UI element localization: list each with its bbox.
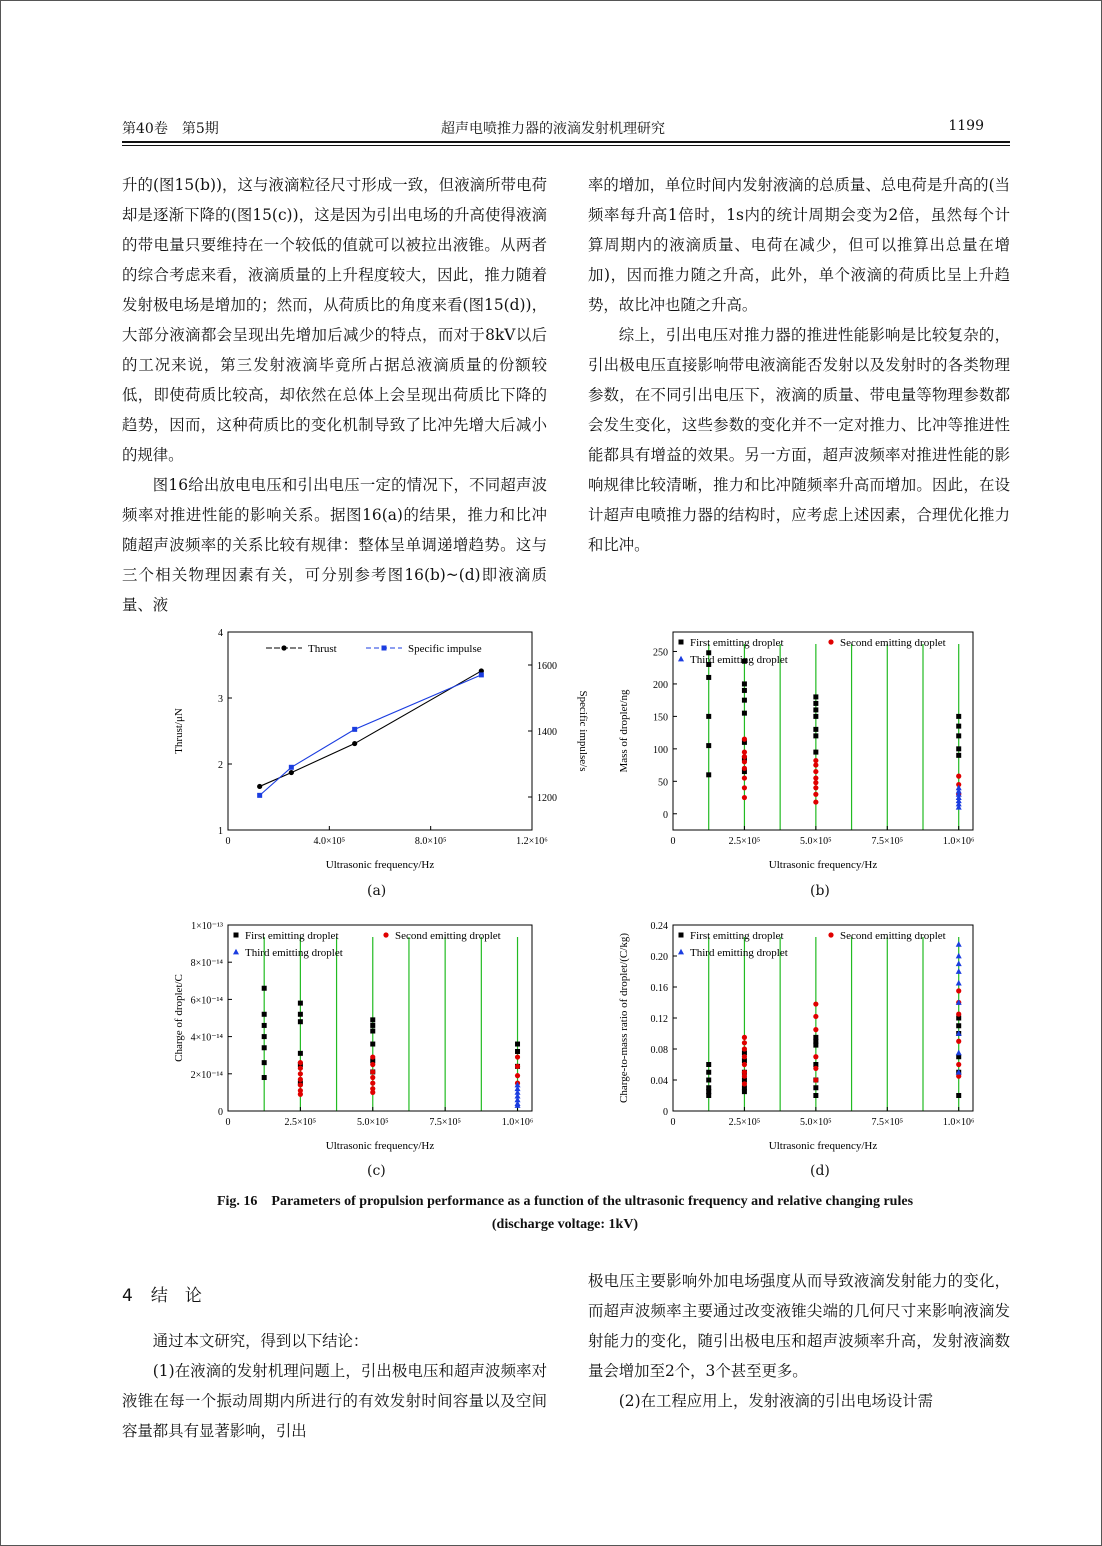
y-tick-label: 0.16 xyxy=(650,983,668,994)
y-tick-label: 0 xyxy=(663,1107,668,1118)
data-point xyxy=(813,733,818,738)
data-point xyxy=(813,714,818,719)
x-tick-label: 0 xyxy=(670,836,676,847)
data-point xyxy=(706,1070,711,1075)
data-point xyxy=(742,785,747,790)
data-point xyxy=(706,743,711,748)
data-point xyxy=(370,1029,375,1034)
paragraph: 综上，引出电压对推力器的推进性能影响是比较复杂的，引出极电压直接影响带电液滴能否发射以及发射时的各类物理参数，在不同引出电压下，液滴的质量、带电量等物理参数都会发生变化，这些参数的变化并不一定对推力、比冲等推进性能都具有增益的效果。另一方面，超声波频率对推进性能的影响规律比较清晰，推力和比冲随频率升高而增加。因此，在设计超声电喷推力器的结构时，应考虑上述因素，合理优化推力和比冲。 xyxy=(588,326,1010,554)
y-tick-label: 2 xyxy=(218,760,223,771)
data-point xyxy=(298,1066,303,1071)
data-point xyxy=(813,799,818,804)
data-point xyxy=(370,1069,375,1074)
legend-marker xyxy=(234,933,239,938)
y-tick-label: 4 xyxy=(218,628,223,639)
paragraph: 通过本文研究，得到以下结论： xyxy=(152,1332,369,1350)
figure-caption xyxy=(150,1190,980,1236)
panel-label-c: (c) xyxy=(367,1163,386,1179)
data-point xyxy=(370,1054,375,1059)
droplet-charge-chart xyxy=(150,915,570,1160)
data-point xyxy=(298,1012,303,1017)
data-point xyxy=(742,737,747,742)
x-tick-label: 2.5×10⁵ xyxy=(284,1117,317,1128)
data-point xyxy=(298,1060,303,1065)
paragraph: 极电压主要影响外加电场强度从而导致液滴发射能力的变化，而超声波频率主要通过改变液锥尖端的几何尺寸来影响液滴发射能力的变化，随引出极电压和超声波频率升高，发射液滴数量会增加至2个，3个甚至更多。 xyxy=(588,1272,1010,1380)
data-point xyxy=(813,701,818,706)
data-point xyxy=(370,1017,375,1022)
legend-marker xyxy=(233,949,239,955)
legend-marker xyxy=(382,646,387,651)
data-point xyxy=(742,1081,747,1086)
paragraph: 率的增加，单位时间内发射液滴的总质量、总电荷是升高的(当频率每升高1倍时，1s内的统计周期会变为2倍，虽然每个计算周期内的液滴质量、电荷在减少，但可以推算出总量在增加)，因而推力随之升高，此外，单个液滴的荷质比呈上升趋势，故比冲也随之升高。 xyxy=(588,176,1010,314)
legend-label: Second emitting droplet xyxy=(840,637,946,649)
legend xyxy=(266,643,482,655)
data-point xyxy=(257,793,262,798)
series-line xyxy=(260,675,482,795)
data-point xyxy=(956,746,961,751)
y-tick-label: 0.08 xyxy=(650,1045,668,1056)
data-point xyxy=(742,1089,747,1094)
data-point xyxy=(742,711,747,716)
legend xyxy=(233,930,501,959)
data-point xyxy=(515,1054,520,1059)
y-tick-label: 50 xyxy=(658,777,668,789)
x-tick-label: 0 xyxy=(225,1117,231,1128)
x-tick-label: 5.0×10⁵ xyxy=(800,836,832,847)
y-tick-label: 0.12 xyxy=(650,1014,668,1025)
data-point xyxy=(813,750,818,755)
data-point xyxy=(813,1054,818,1059)
data-point xyxy=(370,1062,375,1067)
legend-label: Second emitting droplet xyxy=(395,930,501,942)
y-tick-label: 250 xyxy=(653,647,668,659)
x-axis-label: Ultrasonic frequency/Hz xyxy=(768,1140,878,1152)
data-point xyxy=(742,759,747,764)
data-point xyxy=(813,1014,818,1019)
figure-panel-c xyxy=(150,915,570,1160)
data-point xyxy=(257,784,262,789)
y-axis-label: Thrust/μN xyxy=(173,708,185,754)
panel-label-d: (d) xyxy=(810,1163,830,1179)
data-point xyxy=(956,941,962,947)
header-rule-thick xyxy=(122,141,1010,143)
page-number: 1199 xyxy=(948,118,984,134)
paragraph: (1)在液滴的发射机理问题上，引出极电压和超声波频率对液锥在每一个振动周期内所进行的有效发射时间容量以及空间容量都具有显著影响，引出 xyxy=(122,1362,547,1440)
x-tick-label: 1.0×10⁶ xyxy=(501,1117,534,1128)
y2-tick-label: 1600 xyxy=(537,661,557,672)
data-point xyxy=(298,1001,303,1006)
data-point xyxy=(813,1093,818,1098)
x-tick-label: 1.0×10⁶ xyxy=(942,1117,975,1128)
data-point xyxy=(813,694,818,699)
droplet-mass-chart xyxy=(588,622,1008,880)
data-point xyxy=(813,762,818,767)
data-point xyxy=(370,1023,375,1028)
left-column-top xyxy=(122,170,547,614)
legend-label: Third emitting droplet xyxy=(245,947,343,959)
x-axis-label: Ultrasonic frequency/Hz xyxy=(325,1140,435,1152)
x-tick-label: 2.5×10⁵ xyxy=(728,1117,761,1128)
paragraph: (2)在工程应用上，发射液滴的引出电场设计需 xyxy=(618,1392,934,1410)
data-point xyxy=(742,766,747,771)
x-tick-label: 2.5×10⁵ xyxy=(728,836,761,847)
data-point xyxy=(956,1039,961,1044)
journal-volume-issue: 第40卷 第5期 xyxy=(122,121,219,137)
legend-marker xyxy=(828,932,833,937)
data-point xyxy=(742,688,747,693)
left-column-bottom xyxy=(122,1326,547,1446)
y-tick-label: 1×10⁻¹³ xyxy=(191,921,223,932)
data-point xyxy=(706,1062,711,1067)
data-point xyxy=(742,749,747,754)
y-tick-label: 8×10⁻¹⁴ xyxy=(190,958,223,970)
data-point xyxy=(289,770,294,775)
data-point xyxy=(352,727,357,732)
data-point xyxy=(742,1040,747,1045)
data-point xyxy=(956,733,961,738)
y2-axis-label: Specific impulse/s xyxy=(577,690,589,772)
data-point xyxy=(298,1077,303,1082)
legend-label: Thrust xyxy=(308,643,337,655)
y-axis-label: Mass of droplet/ng xyxy=(618,689,630,773)
y-tick-label: 4×10⁻¹⁴ xyxy=(190,1032,223,1044)
legend-label: First emitting droplet xyxy=(690,637,784,649)
legend xyxy=(678,930,946,959)
x-tick-label: 5.0×10⁵ xyxy=(800,1117,832,1128)
data-point xyxy=(742,1054,747,1059)
legend xyxy=(678,637,946,666)
header-rule-thin xyxy=(122,145,1010,146)
y-tick-label: 150 xyxy=(653,712,668,724)
data-point xyxy=(813,727,818,732)
data-point xyxy=(742,754,747,759)
data-point xyxy=(742,795,747,800)
y-tick-label: 0.24 xyxy=(650,921,668,932)
legend-marker xyxy=(383,932,388,937)
data-point xyxy=(813,769,818,774)
data-point xyxy=(813,1085,818,1090)
data-point xyxy=(479,672,484,677)
data-point xyxy=(742,681,747,686)
x-tick-label: 7.5×10⁵ xyxy=(429,1117,461,1128)
section-title-text: 结 论 xyxy=(150,1286,202,1306)
data-point xyxy=(262,986,267,991)
y-tick-label: 200 xyxy=(653,679,668,691)
data-point xyxy=(706,1078,711,1083)
data-point xyxy=(298,1082,303,1087)
y-tick-label: 0.20 xyxy=(650,952,668,963)
legend-label: First emitting droplet xyxy=(690,930,784,942)
data-point xyxy=(813,707,818,712)
data-point xyxy=(813,780,818,785)
x-tick-label: 0 xyxy=(670,1117,676,1128)
legend-marker xyxy=(828,639,833,644)
data-point xyxy=(262,1012,267,1017)
x-tick-label: 0 xyxy=(225,836,231,847)
y-tick-label: 0 xyxy=(218,1107,223,1118)
y-tick-label: 0 xyxy=(663,809,668,821)
data-point xyxy=(956,724,961,729)
data-point xyxy=(370,1042,375,1047)
data-point xyxy=(956,753,961,758)
data-point xyxy=(813,1043,818,1048)
data-point xyxy=(956,774,961,779)
data-point xyxy=(956,1093,961,1098)
data-point xyxy=(706,675,711,680)
data-point xyxy=(956,953,962,959)
data-point xyxy=(742,1062,747,1067)
legend-marker xyxy=(281,645,286,650)
panel-label-a: (a) xyxy=(367,883,387,899)
x-tick-label: 1.2×10⁶ xyxy=(516,836,548,847)
data-point xyxy=(515,1064,520,1069)
caption-line-2: (discharge voltage: 1kV) xyxy=(491,1217,639,1232)
charge-to-mass-ratio-chart xyxy=(588,915,1008,1160)
data-point xyxy=(706,714,711,719)
y-tick-label: 3 xyxy=(218,694,223,705)
plot-frame xyxy=(228,632,532,830)
figure-panel-b xyxy=(588,622,1008,880)
data-point xyxy=(956,714,961,719)
y-tick-label: 100 xyxy=(653,744,668,756)
data-point xyxy=(262,1045,267,1050)
x-tick-label: 4.0×10⁵ xyxy=(313,836,346,847)
legend-label: Third emitting droplet xyxy=(690,947,788,959)
data-point xyxy=(262,1023,267,1028)
data-point xyxy=(298,1092,303,1097)
data-point xyxy=(742,698,747,703)
series-3 xyxy=(515,1082,521,1108)
y-tick-label: 2×10⁻¹⁴ xyxy=(190,1069,223,1081)
y-tick-label: 6×10⁻¹⁴ xyxy=(190,995,223,1007)
data-point xyxy=(706,1093,711,1098)
data-point xyxy=(742,775,747,780)
data-point xyxy=(813,1027,818,1032)
legend-marker xyxy=(678,949,684,955)
data-point xyxy=(813,1077,818,1082)
figure-panel-a xyxy=(150,622,589,880)
data-point xyxy=(515,1042,520,1047)
y-tick-label: 1 xyxy=(218,826,223,837)
legend-label: Second emitting droplet xyxy=(840,930,946,942)
data-point xyxy=(706,772,711,777)
data-point xyxy=(956,961,962,967)
data-point xyxy=(352,741,357,746)
data-point xyxy=(956,1023,961,1028)
data-point xyxy=(956,1062,961,1067)
data-point xyxy=(813,792,818,797)
figure-panel-d xyxy=(588,915,1008,1160)
x-axis-label: Ultrasonic frequency/Hz xyxy=(325,859,435,871)
thrust-specific-impulse-chart xyxy=(150,622,589,880)
data-point xyxy=(813,785,818,790)
data-point xyxy=(956,980,962,986)
data-point xyxy=(813,775,818,780)
data-point xyxy=(742,1074,747,1079)
x-tick-label: 7.5×10⁵ xyxy=(871,836,904,847)
y2-tick-label: 1200 xyxy=(537,793,557,804)
series-3 xyxy=(956,785,962,810)
legend-label: Third emitting droplet xyxy=(690,654,788,666)
data-point xyxy=(289,765,294,770)
x-tick-label: 5.0×10⁵ xyxy=(356,1117,389,1128)
x-tick-label: 1.0×10⁶ xyxy=(942,836,975,847)
data-point xyxy=(298,1071,303,1076)
panel-label-b: (b) xyxy=(810,883,830,899)
data-point xyxy=(956,988,961,993)
legend-marker xyxy=(678,656,684,662)
y-tick-label: 0.04 xyxy=(650,1076,668,1087)
section-heading xyxy=(122,1281,220,1306)
data-point xyxy=(262,1075,267,1080)
data-point xyxy=(813,1066,818,1071)
data-point xyxy=(742,1046,747,1051)
paragraph: 图16给出放电电压和引出电压一定的情况下，不同超声波频率对推进性能的影响关系。据图16(a)的结果，推力和比冲随超声波频率的关系比较有规律：整体呈单调递增趋势。这与三个相关物理因素有关，可分别参考图16(b)~(d)即液滴质量、液 xyxy=(122,476,547,614)
data-point xyxy=(298,1019,303,1024)
legend-marker xyxy=(679,640,684,645)
x-tick-label: 8.0×10⁵ xyxy=(414,836,447,847)
legend-marker xyxy=(679,933,684,938)
data-point xyxy=(262,1034,267,1039)
running-header xyxy=(122,118,984,140)
data-point xyxy=(956,1050,962,1056)
data-point xyxy=(956,968,962,974)
data-point xyxy=(262,1060,267,1065)
caption-line-1: Fig. 16 Parameters of propulsion performance as a function of the ultrasonic frequency and relative changing rules xyxy=(216,1194,914,1209)
data-point xyxy=(515,1073,520,1078)
data-point xyxy=(813,758,818,763)
data-point xyxy=(813,1001,818,1006)
y-axis-label: Charge of droplet/C xyxy=(173,974,185,1062)
section-number: 4 xyxy=(122,1286,133,1306)
data-point xyxy=(742,1035,747,1040)
running-title: 超声电喷推力器的液滴发射机理研究 xyxy=(441,121,665,137)
data-point xyxy=(298,1051,303,1056)
x-tick-label: 7.5×10⁵ xyxy=(871,1117,904,1128)
right-column-bottom xyxy=(588,1266,1010,1416)
paragraph: 升的(图15(b))，这与液滴粒径尺寸形成一致，但液滴所带电荷却是逐渐下降的(图15(c))，这是因为引出电场的升高使得液滴的带电量只要维持在一个较低的值就可以被拉出液锥。从两者的综合考虑来看，液滴质量的上升程度较大，因此，推力随着发射极电场是增加的；然而，从荷质比的角度来看(图15(d))，大部分液滴都会呈现出先增加后减少的特点，而对于8kV以后的工况来说，第三发射液滴毕竟所占据总液滴质量的份额较低，即使荷质比较高，却依然在总体上会呈现出荷质比下降的趋势，因而，这种荷质比的变化机制导致了比冲先增大后减小的规律。 xyxy=(122,176,547,464)
x-axis-label: Ultrasonic frequency/Hz xyxy=(768,859,878,871)
data-point xyxy=(515,1049,520,1054)
legend-label: First emitting droplet xyxy=(245,930,339,942)
data-point xyxy=(370,1075,375,1080)
y-axis-label: Charge-to-mass ratio of droplet/(C/kg) xyxy=(618,933,630,1103)
right-column-top xyxy=(588,170,1010,560)
y2-tick-label: 1400 xyxy=(537,727,557,738)
data-point xyxy=(956,1012,961,1017)
data-point xyxy=(370,1081,375,1086)
data-point xyxy=(370,1090,375,1095)
legend-label: Specific impulse xyxy=(408,643,482,655)
